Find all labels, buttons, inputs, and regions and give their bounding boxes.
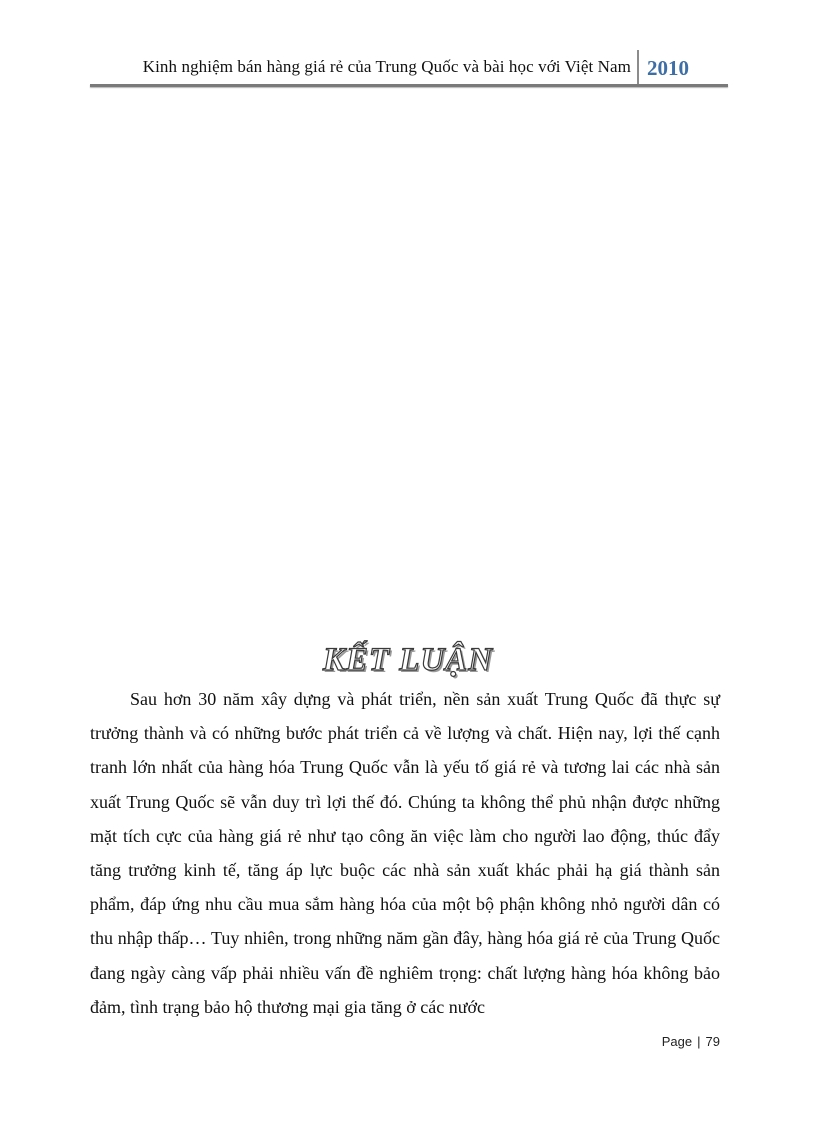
header-year: 2010 xyxy=(647,56,689,80)
page-label: Page xyxy=(661,1034,693,1049)
body-paragraph: Sau hơn 30 năm xây dựng và phát triển, nền sản xuất Trung Quốc đã thực sự trưởng thành và có những bước phát triển cả về lượng và chất. Hiện nay, lợi thế cạnh tranh lớn nhất của hàng hóa Trung Quốc vẫn là yếu tố giá rẻ và tương lai các nhà sản xuất Trung Quốc sẽ vẫn duy trì lợi thế đó. Chúng ta không thể phủ nhận được những mặt tích cực của hàng giá rẻ như tạo công ăn việc làm cho người lao động, thúc đẩy tăng trưởng kinh tế, tăng áp lực buộc các nhà sản xuất khác phải hạ giá thành sản phẩm, đáp ứng nhu cầu mua sắm hàng hóa của một bộ phận không nhỏ người dân có thu nhập thấp… Tuy nhiên, trong những năm gần đây, hàng hóa giá rẻ của Trung Quốc đang ngày càng vấp phải nhiều vấn đề nghiêm trọng: chất lượng hàng hóa không bảo đảm, tình trạng bảo hộ thương mại gia tăng ở các nước xyxy=(90,689,720,1017)
header-rule xyxy=(90,84,728,87)
page-header xyxy=(90,50,727,86)
footer-divider: | xyxy=(697,1034,701,1049)
chapter-title: KẾT LUẬN xyxy=(322,642,494,678)
page-number: 79 xyxy=(705,1034,720,1049)
page-footer xyxy=(662,1034,720,1049)
header-separator xyxy=(637,50,639,86)
header-title: Kinh nghiệm bán hàng giá rẻ của Trung Quốc và bài học với Việt Nam xyxy=(142,57,631,76)
